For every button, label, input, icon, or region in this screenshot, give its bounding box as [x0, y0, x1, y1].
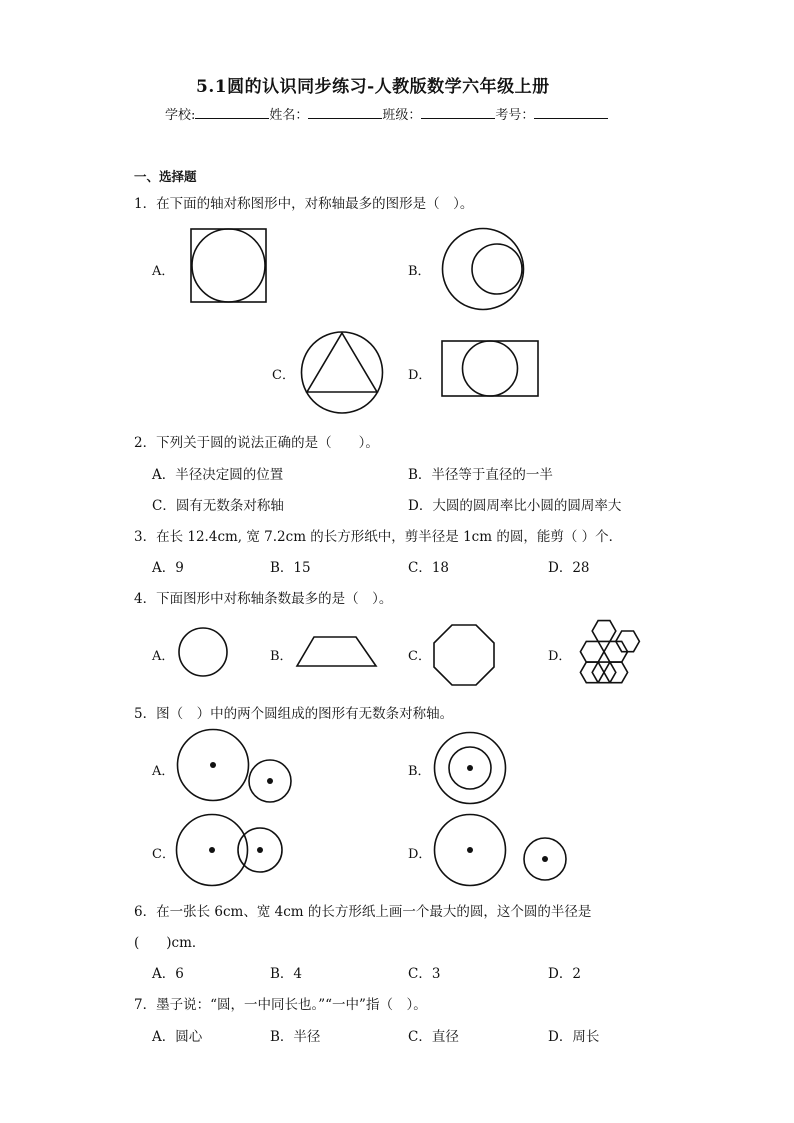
q4-label-d: D． — [548, 649, 572, 664]
name-blank[interactable] — [308, 106, 382, 119]
page-title: 5.1圆的认识同步练习-人教版数学六年级上册 — [196, 77, 550, 97]
number-blank[interactable] — [534, 106, 608, 119]
class-label: 班级： — [382, 108, 422, 123]
q2-option-b[interactable]: B．半径等于直径的一半 — [408, 467, 553, 483]
q4-label-b: B． — [270, 649, 293, 664]
name-label: 姓名： — [269, 108, 309, 123]
q6-stem-line2: ( )cm． — [134, 935, 206, 951]
q4-figure-octagon — [433, 624, 495, 686]
q5-label-b: B． — [408, 764, 431, 779]
q3-option-a[interactable]: A．9 — [152, 560, 184, 576]
q7-option-a[interactable]: A．圆心 — [152, 1029, 203, 1045]
q5-label-a: A． — [152, 764, 175, 779]
q1-figure-b — [441, 227, 526, 312]
q5-label-d: D． — [408, 847, 432, 862]
q4-figure-hexagon-cluster — [573, 619, 641, 689]
q3-option-b[interactable]: B．15 — [270, 560, 311, 576]
q6-option-c[interactable]: C．3 — [408, 966, 441, 982]
q3-option-d[interactable]: D．28 — [548, 560, 590, 576]
q4-figure-circle — [177, 627, 229, 677]
q6-option-a[interactable]: A．6 — [152, 966, 184, 982]
section-title: 一、选择题 — [134, 169, 197, 184]
q7-stem: 7．墨子说：“圆，一中同长也。”“一中”指（ ）。 — [134, 997, 427, 1013]
student-info-line — [165, 104, 608, 123]
q4-label-c: C． — [408, 649, 431, 664]
q1-label-d: D． — [408, 368, 432, 383]
q1-figure-d — [441, 340, 539, 398]
q1-figure-c — [300, 331, 384, 415]
q5-stem: 5．图（ ）中的两个圆组成的图形有无数条对称轴。 — [134, 706, 454, 722]
class-blank[interactable] — [421, 106, 495, 119]
q2-option-c[interactable]: C．圆有无数条对称轴 — [152, 498, 284, 514]
q4-stem: 4．下面图形中对称轴条数最多的是（ ）。 — [134, 591, 393, 607]
q7-option-b[interactable]: B．半径 — [270, 1029, 321, 1045]
q3-option-c[interactable]: C．18 — [408, 560, 450, 576]
q4-label-a: A． — [152, 649, 175, 664]
q6-stem-line1: 6．在一张长 6cm、宽 4cm 的长方形纸上画一个最大的圆，这个圆的半径是 — [134, 904, 592, 920]
q5-figure-a — [176, 728, 294, 804]
q1-stem: 1．在下面的轴对称图形中，对称轴最多的图形是（ ）。 — [134, 196, 474, 212]
q2-stem: 2．下列关于圆的说法正确的是（ ）。 — [134, 435, 379, 451]
q7-option-c[interactable]: C．直径 — [408, 1029, 459, 1045]
q3-stem: 3．在长 12.4cm, 宽 7.2cm 的长方形纸中，剪半径是 1cm 的圆，能剪（ ）个． — [134, 529, 623, 545]
q1-figure-a — [190, 228, 268, 304]
q4-figure-trapezoid — [295, 636, 379, 668]
q2-option-a[interactable]: A．半径决定圆的位置 — [152, 467, 284, 483]
q1-label-b: B． — [408, 264, 431, 279]
q5-figure-c — [175, 813, 285, 889]
q5-label-c: C． — [152, 847, 175, 862]
q2-option-d[interactable]: D．大圆的圆周率比小圆的圆周率大 — [408, 498, 622, 514]
q7-option-d[interactable]: D．周长 — [548, 1029, 600, 1045]
q5-figure-d — [433, 813, 569, 889]
school-blank[interactable] — [195, 106, 269, 119]
q1-label-c: C． — [272, 368, 295, 383]
q5-figure-b — [433, 731, 507, 805]
school-label: 学校: — [165, 108, 196, 123]
q6-option-b[interactable]: B．4 — [270, 966, 303, 982]
q1-label-a: A． — [152, 264, 175, 279]
number-label: 考号： — [495, 108, 535, 123]
q6-option-d[interactable]: D．2 — [548, 966, 581, 982]
